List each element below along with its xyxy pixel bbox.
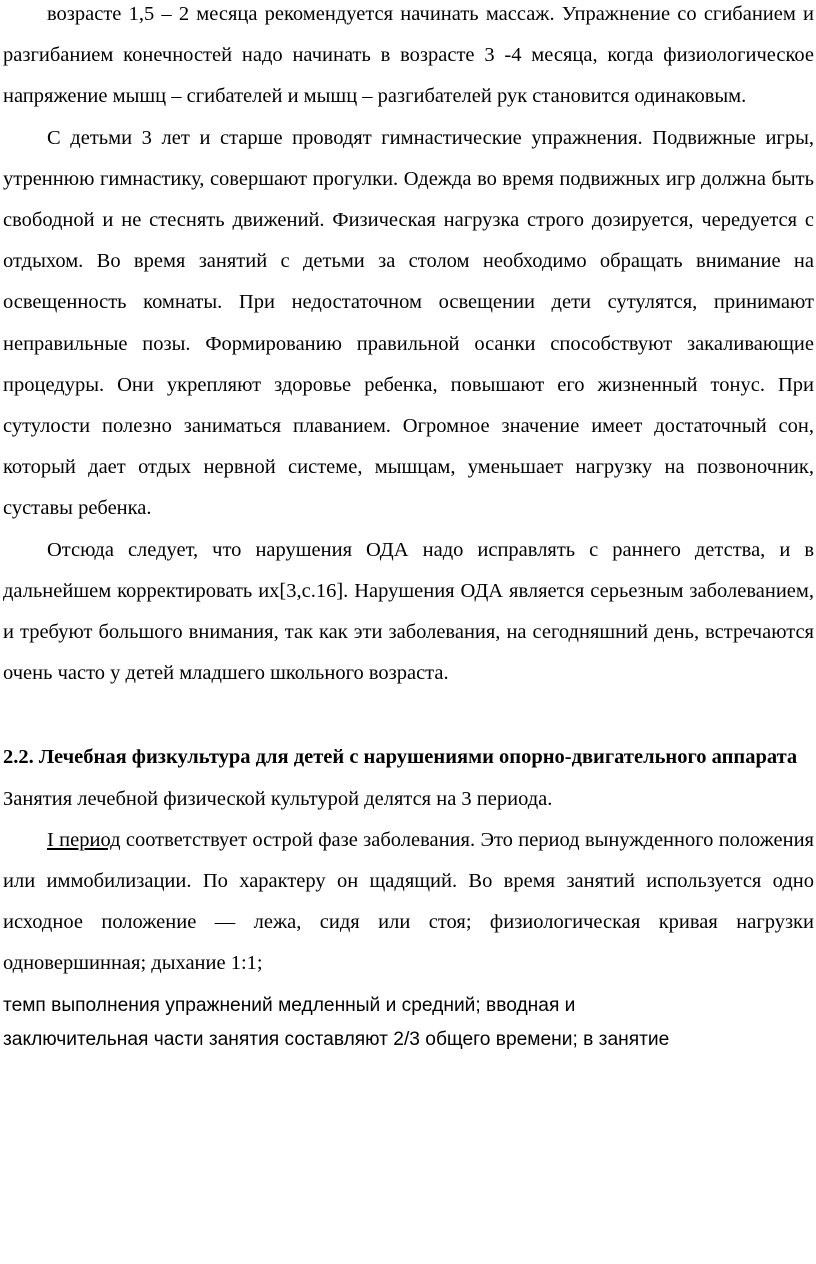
period-label: I период bbox=[47, 828, 121, 851]
paragraph-period-one bbox=[3, 820, 814, 985]
continuation-block bbox=[3, 989, 814, 1057]
section-heading: 2.2. Лечебная физкультура для детей с нарушениями опорно-двигательного аппарата bbox=[3, 746, 798, 769]
paragraph-massage: возрасте 1,5 – 2 месяца рекомендуется начинать массаж. Упражнение со сгибанием и разгибанием конечностей надо начинать в возрасте 3 -4 месяца, когда физиологическое напряжение мышц – сгибателей и мышц – разгибателей рук становится одинаковым. bbox=[3, 3, 814, 108]
paragraph-conclusion: Отсюда следует, что нарушения ОДА надо исправлять с раннего детства, и в дальнейшем корректировать их[3,с.16]. Нарушения ОДА является серьезным заболеванием, и требуют большого внимания, так как эти заболевания, на сегодняшний день, встречаются очень часто у детей младшего школьного возраста. bbox=[3, 538, 814, 685]
period-description: соответствует острой фазе заболевания. Это период вынужденного положения или иммобилизации. По характеру он щадящий. Во время занятий используется одно исходное положение — лежа, сидя или стоя; физиологическая кривая нагрузки одновершинная; дыхание 1:1; bbox=[3, 828, 814, 975]
continuation-line-1: темп выполнения упражнений медленный и средний; вводная и bbox=[3, 994, 576, 1016]
continuation-line-2: заключительная части занятия составляют 2/3 общего времени; в занятие bbox=[3, 1028, 670, 1050]
section-intro: Занятия лечебной физической культурой делятся на 3 периода. bbox=[3, 787, 553, 810]
paragraph-gymnastics: С детьми 3 лет и старше проводят гимнастические упражнения. Подвижные игры, утреннюю гимнастику, совершают прогулки. Одежда во время подвижных игр должна быть свободной и не стеснять движений. Физическая нагрузка строго дозируется, чередуется с отдыхом. Во время занятий с детьми за столом необходимо обращать внимание на освещенность комнаты. При недостаточном освещении дети сутулятся, принимают неправильные позы. Формированию правильной осанки способствуют закаливающие процедуры. Они укрепляют здоровье ребенка, повышают его жизненный тонус. При сутулости полезно заниматься плаванием. Огромное значение имеет достаточный сон, который дает отдых нервной системе, мышцам, уменьшает нагрузку на позвоночник, суставы ребенка. bbox=[3, 126, 814, 520]
